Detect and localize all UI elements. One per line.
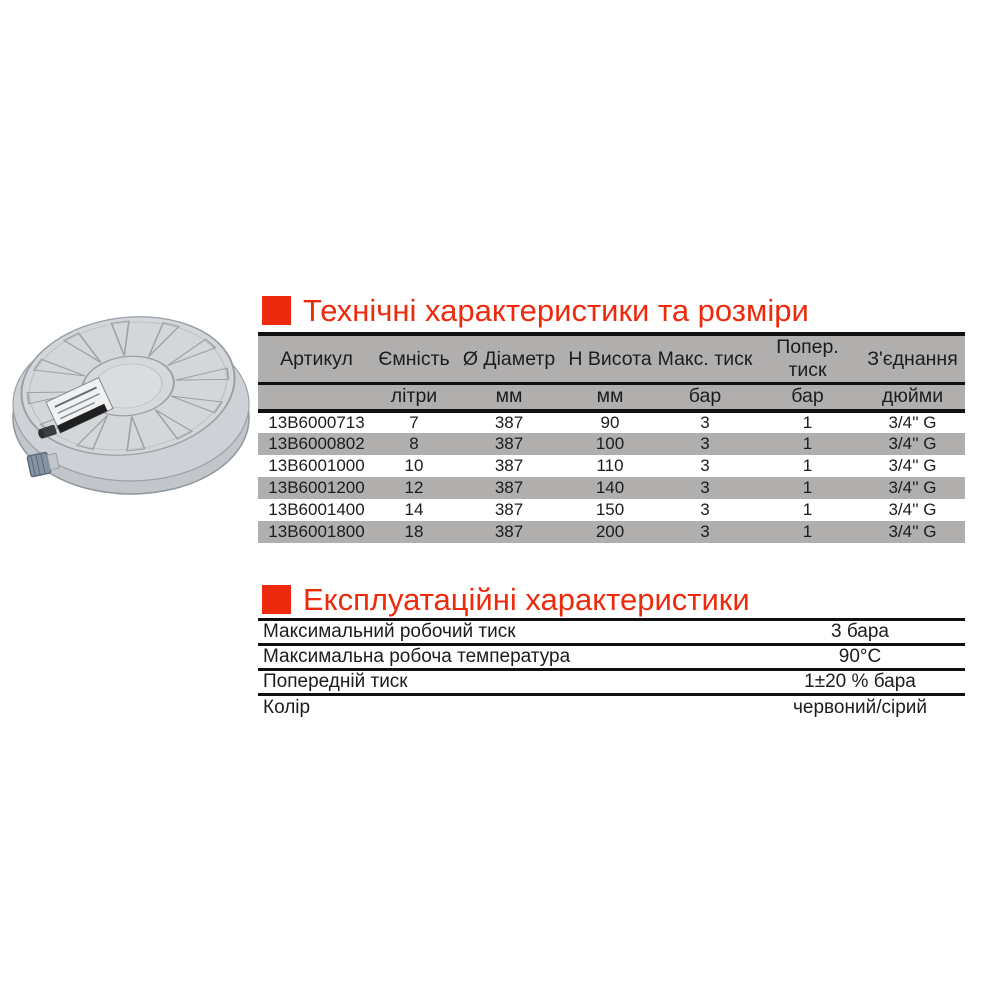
col-header-article: Артикул [280, 347, 353, 370]
op-row-value: 1±20 % бара [804, 671, 916, 692]
spec-row [258, 433, 965, 455]
spec-cell: 3 [700, 433, 710, 453]
operational-table [258, 618, 965, 719]
spec-cell: 3/4'' G [888, 412, 937, 432]
unit-cell: бар [791, 385, 824, 408]
op-table-body [258, 620, 965, 720]
spec-cell: 7 [409, 412, 419, 432]
spec-cell: 3/4'' G [888, 499, 937, 519]
expansion-tank-illustration [8, 296, 253, 501]
spec-cell: 1 [802, 477, 813, 497]
op-row-label: Максимальний робочий тиск [263, 621, 516, 642]
spec-cell: 387 [494, 477, 524, 497]
spec-cell: 1 [802, 499, 813, 519]
unit-cell: мм [596, 385, 624, 408]
spec-cell: 13B6001200 [268, 477, 365, 497]
spec-cell: 150 [595, 499, 625, 519]
spec-cell: 140 [595, 477, 625, 497]
operational-section-title: Експлуатаційні характеристики [303, 581, 750, 617]
unit-cell: бар [688, 385, 722, 408]
specs-table-body [258, 411, 965, 543]
spec-cell: 200 [595, 521, 625, 541]
spec-cell: 10 [404, 455, 424, 475]
spec-cell: 1 [802, 433, 813, 453]
unit-cell: дюйми [881, 385, 944, 408]
spec-cell: 1 [802, 412, 813, 432]
spec-cell: 3 [700, 455, 710, 475]
unit-cell: мм [495, 385, 523, 408]
specs-table [258, 332, 965, 543]
spec-cell: 14 [404, 499, 424, 519]
spec-cell: 3/4'' G [888, 455, 937, 475]
spec-row [258, 521, 965, 543]
op-row-label: Максимальна робоча температура [263, 646, 571, 667]
spec-row [258, 411, 965, 433]
op-row [258, 670, 965, 695]
spec-cell: 13B6001000 [268, 455, 365, 475]
spec-cell: 387 [494, 455, 524, 475]
spec-row [258, 455, 965, 477]
spec-cell: 8 [409, 433, 419, 453]
spec-cell: 13B6000713 [268, 412, 365, 432]
col-header-diameter: Ø Діаметр [462, 347, 556, 370]
spec-cell: 110 [596, 455, 624, 475]
specs-header-row [258, 334, 965, 384]
spec-cell: 13B6001400 [268, 499, 365, 519]
product-photo [8, 296, 253, 501]
spec-cell: 18 [404, 521, 424, 541]
spec-cell: 387 [494, 433, 524, 453]
spec-cell: 3 [700, 499, 710, 519]
spec-cell: 1 [802, 455, 813, 475]
spec-row [258, 499, 965, 521]
spec-cell: 100 [595, 433, 625, 453]
red-square-bullet [262, 296, 291, 325]
spec-cell: 13B6001800 [268, 521, 365, 541]
red-square-bullet [262, 585, 291, 614]
op-row-label: Попередній тиск [263, 671, 408, 692]
spec-cell: 387 [494, 521, 524, 541]
spec-cell: 387 [494, 412, 524, 432]
op-row-value: червоний/сірий [793, 696, 927, 718]
op-row [258, 620, 965, 645]
col-header-connection: З'єднання [867, 347, 958, 370]
op-row [258, 645, 965, 670]
specs-section-header [262, 291, 809, 329]
operational-section-header [262, 580, 750, 618]
spec-cell: 1 [802, 521, 813, 541]
spec-row [258, 477, 965, 499]
col-header-capacity: Ємність [378, 347, 450, 370]
col-header-pre-pressure: Попер. тиск [776, 336, 839, 381]
spec-cell: 387 [494, 499, 524, 519]
spec-cell: 3/4'' G [888, 433, 937, 453]
unit-cell: літри [390, 385, 438, 408]
op-row [258, 695, 965, 720]
spec-cell: 13B6000802 [268, 433, 365, 453]
spec-cell: 12 [404, 477, 424, 497]
spec-cell: 3 [700, 477, 710, 497]
op-row-value: 3 бара [831, 621, 889, 642]
col-header-height: Н Висота [568, 347, 652, 370]
op-row-label: Колір [263, 696, 311, 718]
unit-cell [258, 384, 375, 411]
spec-cell: 3/4'' G [888, 477, 937, 497]
specs-section-title: Технічні характеристики та розміри [303, 292, 809, 328]
specs-units-row [258, 384, 965, 411]
spec-cell: 3 [700, 521, 710, 541]
spec-cell: 3 [700, 412, 710, 432]
spec-cell: 90 [600, 412, 620, 432]
spec-cell: 3/4'' G [888, 521, 937, 541]
col-header-max-pressure: Макс. тиск [657, 347, 753, 370]
op-row-value: 90°C [838, 646, 882, 667]
